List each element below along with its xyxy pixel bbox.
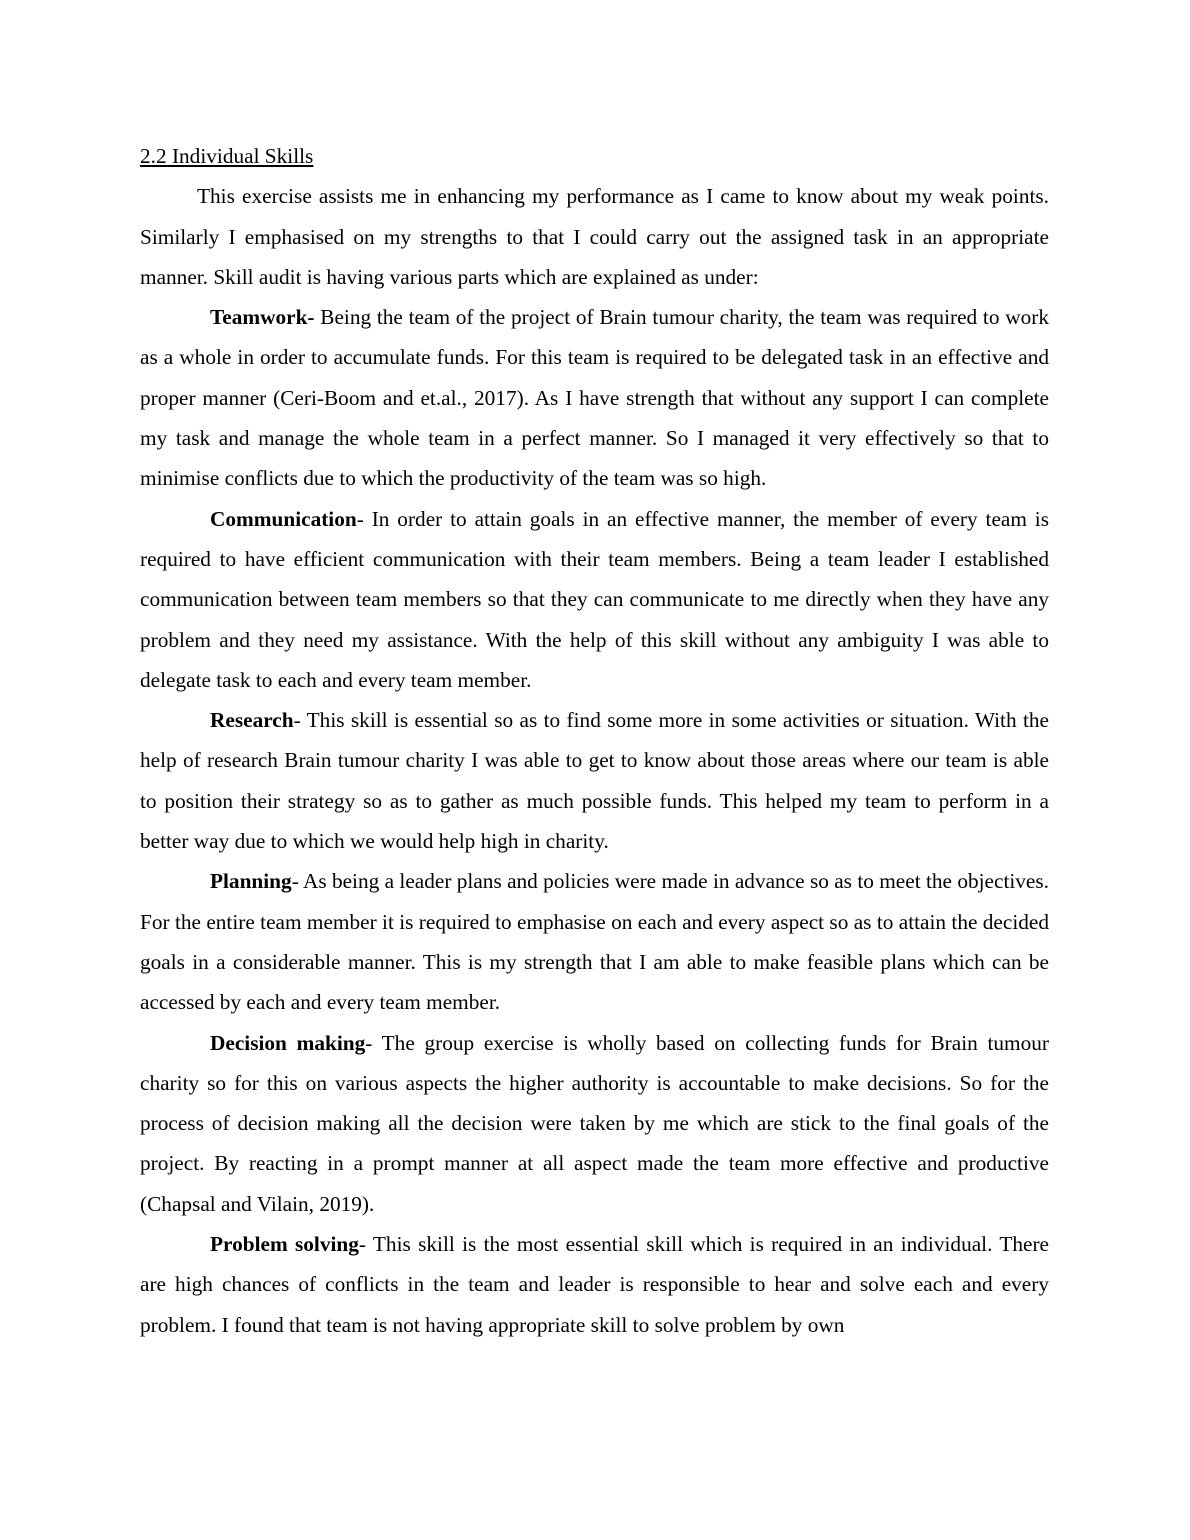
skill-description: - In order to attain goals in an effective manner, the member of every team is required to have efficient communication with their team members. Being a team leader I established communication between team members so that they can communicate to me directly when they have any problem and they need my assistance. With the help of this skill without any ambiguity I was able to delegate task to each and every team member. — [140, 506, 1049, 692]
skill-description: Being the team of the project of Brain tumour charity, the team was required to work as a whole in order to accumulate funds. For this team is required to be delegated task in an effective and proper manner (Ceri-Boom and et.al., 2017). As I have strength that without any support I can complete my task and manage the whole team in a perfect manner. So I managed it very effectively so that to minimise conflicts due to which the productivity of the team was so high. — [140, 305, 1049, 491]
skill-description: - As being a leader plans and policies were made in advance so as to meet the objectives. For the entire team member it is required to emphasise on each and every aspect so as to attain the decided goals in a considerable manner. This is my strength that I am able to make feasible plans which can be accessed by each and every team member. — [140, 869, 1049, 1015]
skill-description: - The group exercise is wholly based on collecting funds for Brain tumour charity so for this on various aspects the higher authority is accountable to make decisions. So for the process of decision making all the decision were taken by me which are stick to the final goals of the project. By reacting in a prompt manner at all aspect made the team more effective and productive (Chapsal and Vilain, 2019). — [140, 1030, 1049, 1216]
skill-paragraph-teamwork — [140, 297, 1049, 498]
skill-paragraph-communication — [140, 499, 1049, 700]
skill-paragraph-research — [140, 700, 1049, 861]
skill-paragraph-problem-solving — [140, 1224, 1049, 1345]
section-heading: 2.2 Individual Skills — [140, 144, 314, 168]
skill-term: Communication — [210, 506, 357, 531]
skill-term: Teamwork- — [210, 305, 315, 330]
skill-term: Research — [210, 708, 294, 733]
skill-description: - This skill is essential so as to find some more in some activities or situation. With the help of research Brain tumour charity I was able to get to know about those areas where our team is able to position their strategy so as to gather as much possible funds. This helped my team to perform in a better way due to which we would help high in charity. — [140, 708, 1049, 854]
skill-paragraph-decision-making — [140, 1023, 1049, 1224]
document-page — [140, 136, 1049, 1345]
intro-paragraph: This exercise assists me in enhancing my performance as I came to know about my weak points. Similarly I emphasised on my strengths to that I could carry out the assigned task in an appropriate manner. Skill audit is having various parts which are explained as under: — [140, 184, 1049, 289]
skill-term: Problem solving — [210, 1232, 359, 1257]
skill-term: Planning — [210, 869, 292, 894]
skill-paragraph-planning — [140, 861, 1049, 1022]
skill-term: Decision making — [210, 1030, 366, 1055]
skill-description: - This skill is the most essential skill which is required in an individual. There are high chances of conflicts in the team and leader is responsible to hear and solve each and every problem. I found that team is not having appropriate skill to solve problem by own — [140, 1232, 1049, 1337]
